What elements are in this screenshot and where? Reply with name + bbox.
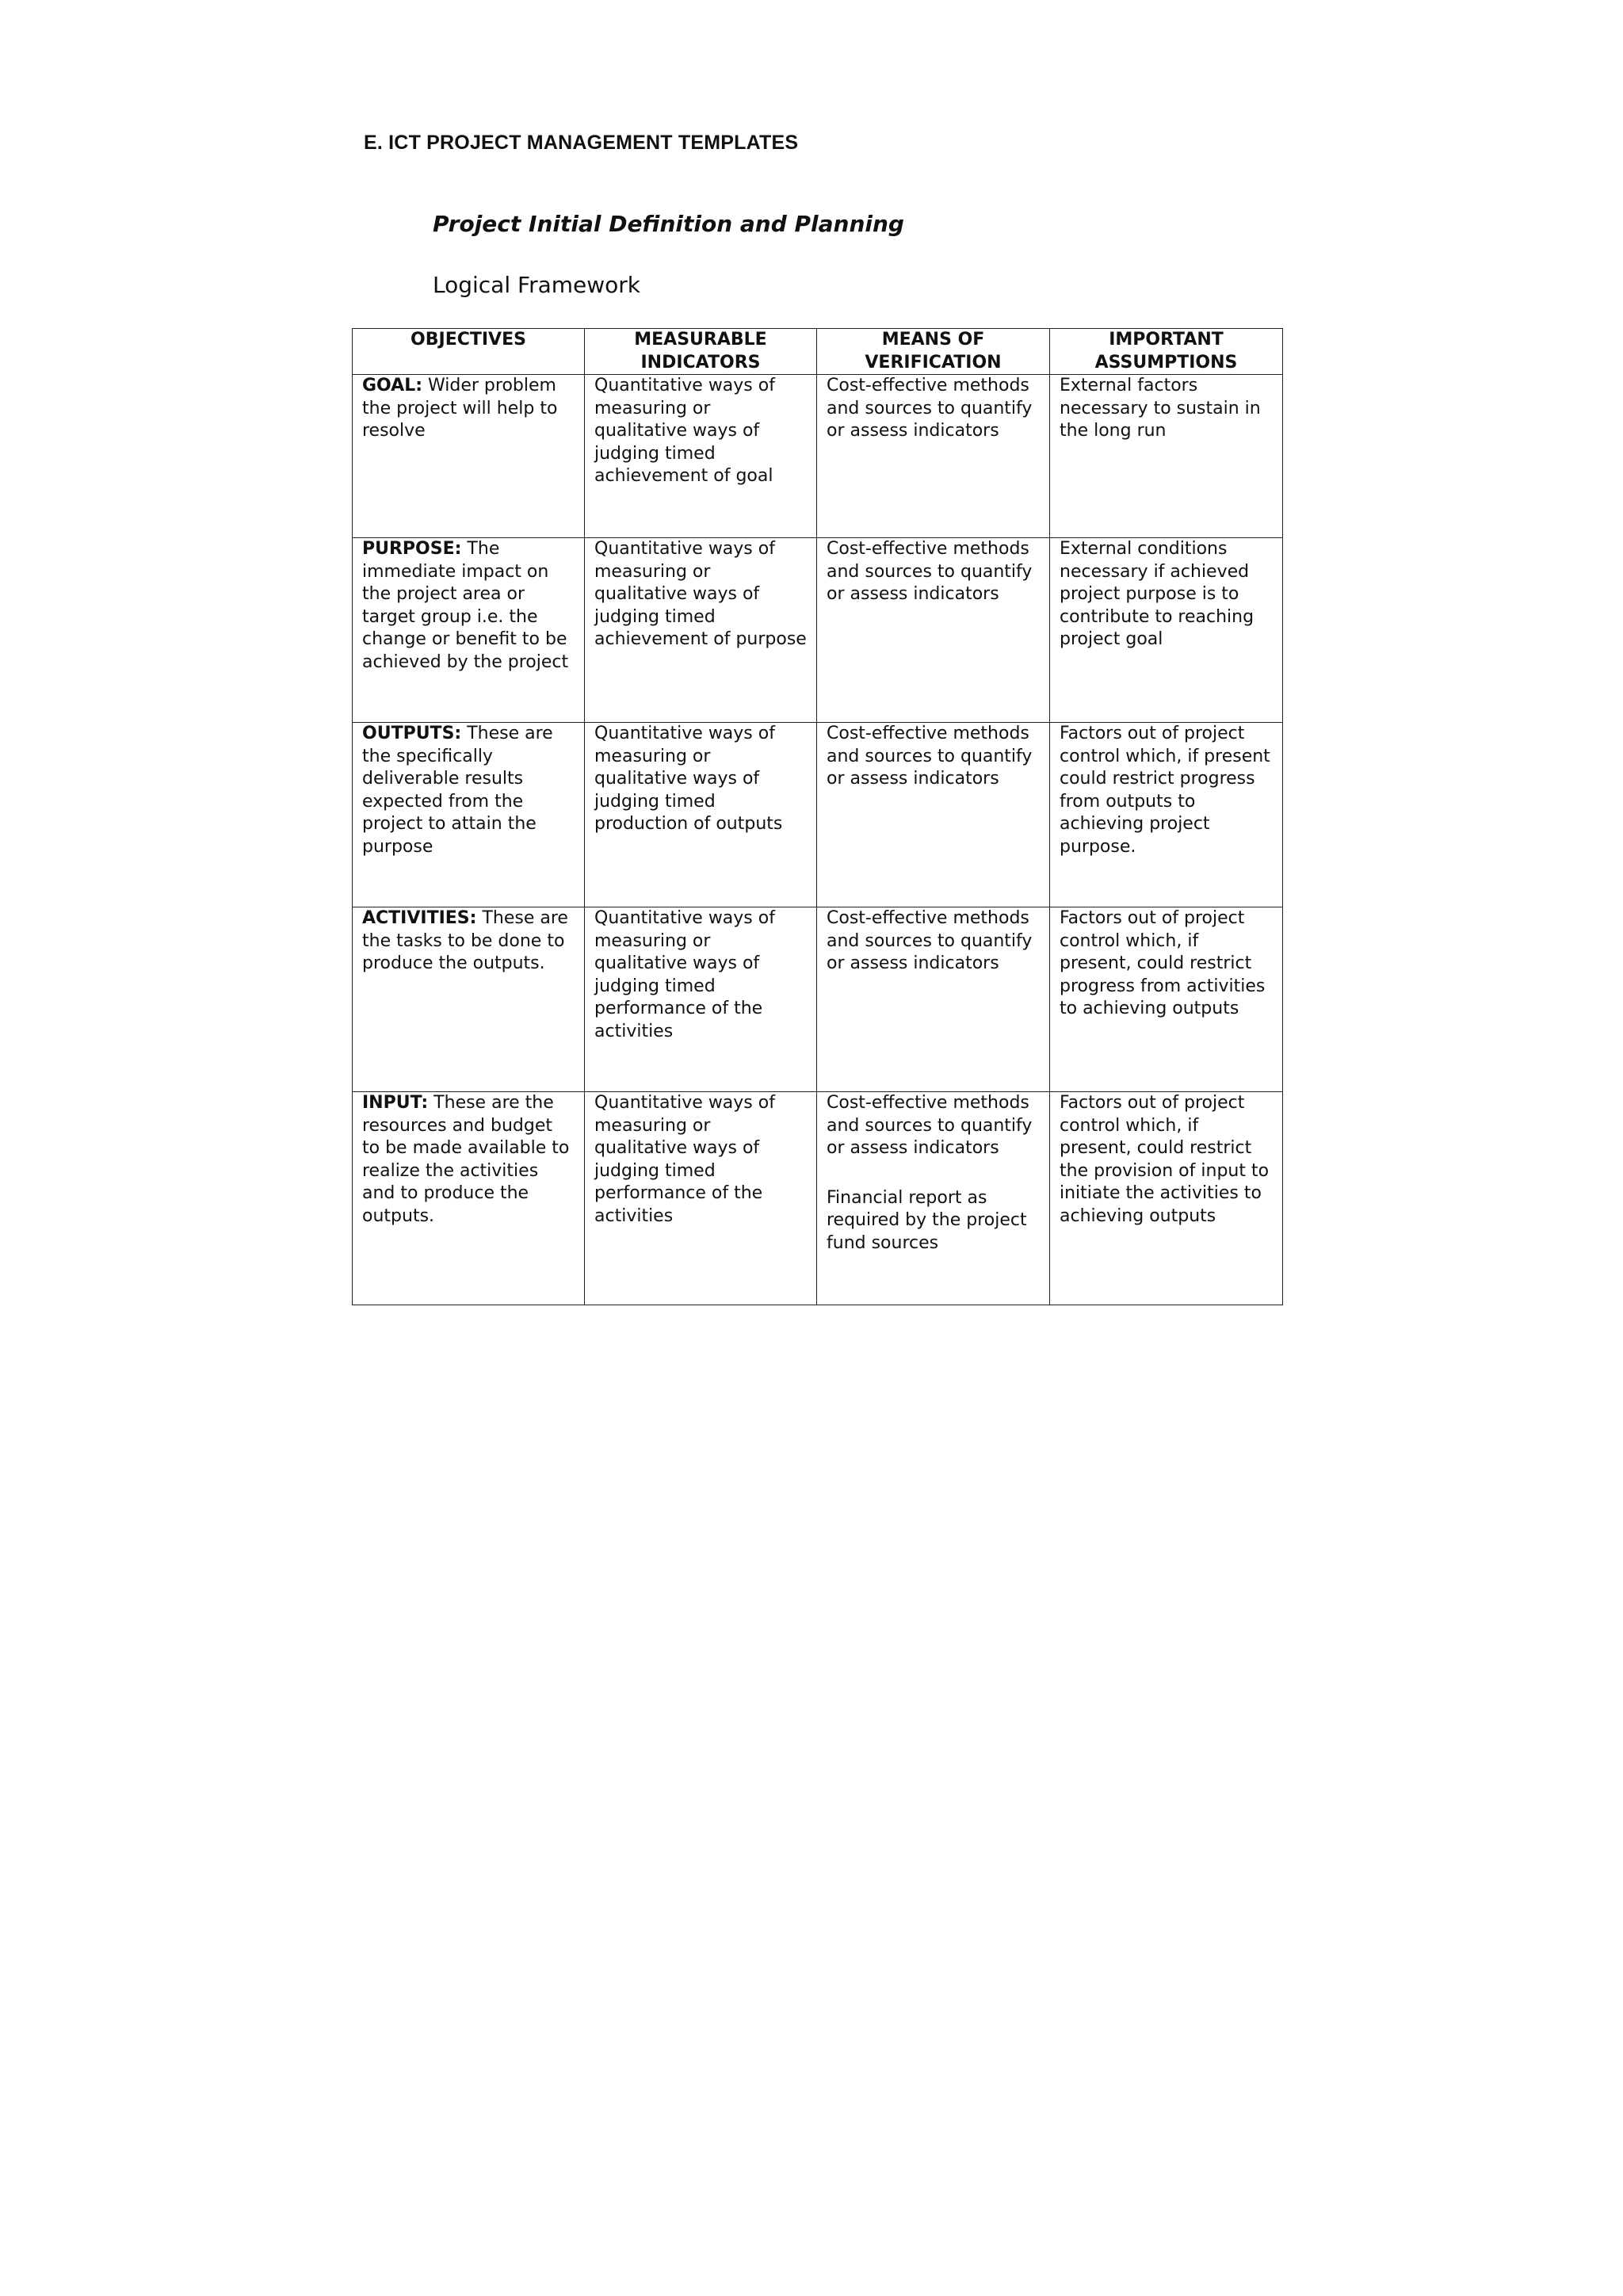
section-heading: E. ICT PROJECT MANAGEMENT TEMPLATES bbox=[364, 132, 799, 154]
table-row-input bbox=[353, 1092, 1283, 1305]
objective-text: Wider problem the project will help to resolve bbox=[362, 376, 558, 441]
indicator-cell: Quantitative ways of measuring or qualitative ways of judging timed performance of the activities bbox=[585, 907, 817, 1092]
header-objectives: OBJECTIVES bbox=[353, 329, 585, 375]
objective-text: These are the specifically deliverable results expected from the project to attain the purpose bbox=[362, 724, 553, 857]
header-means-of-verification: MEANS OF VERIFICATION bbox=[817, 329, 1050, 375]
verification-cell: Cost-effective methods and sources to quantify or assess indicators bbox=[817, 907, 1050, 1092]
objective-cell bbox=[353, 907, 585, 1092]
objective-cell bbox=[353, 538, 585, 723]
assumption-cell: Factors out of project control which, if present could restrict progress from outputs to achieving project purpose. bbox=[1050, 723, 1283, 907]
logical-framework-table bbox=[352, 328, 1283, 1305]
objective-cell bbox=[353, 723, 585, 907]
row-term: ACTIVITIES: bbox=[362, 908, 477, 928]
row-term: OUTPUTS: bbox=[362, 724, 462, 743]
header-measurable-indicators: MEASURABLE INDICATORS bbox=[585, 329, 817, 375]
table-row-purpose bbox=[353, 538, 1283, 723]
row-term: INPUT: bbox=[362, 1093, 429, 1113]
objective-text: These are the resources and budget to be made available to realize the activities and to produce the outputs. bbox=[362, 1093, 570, 1226]
verification-text: Cost-effective methods and sources to quantify or assess indicators bbox=[827, 1093, 1033, 1158]
row-term: PURPOSE: bbox=[362, 539, 462, 559]
framework-label: Logical Framework bbox=[433, 272, 641, 298]
table-header-row bbox=[353, 329, 1283, 375]
verification-cell: Cost-effective methods and sources to quantify or assess indicators bbox=[817, 723, 1050, 907]
verification-cell: Cost-effective methods and sources to quantify or assess indicators bbox=[817, 538, 1050, 723]
objective-text: These are the tasks to be done to produce the outputs. bbox=[362, 908, 568, 973]
header-important-assumptions: IMPORTANT ASSUMPTIONS bbox=[1050, 329, 1283, 375]
indicator-cell: Quantitative ways of measuring or qualitative ways of judging timed performance of the activities bbox=[585, 1092, 817, 1305]
assumption-cell: External conditions necessary if achieved project purpose is to contribute to reaching project goal bbox=[1050, 538, 1283, 723]
objective-cell bbox=[353, 375, 585, 538]
verification-cell: Cost-effective methods and sources to quantify or assess indicators bbox=[817, 375, 1050, 538]
row-term: GOAL: bbox=[362, 376, 423, 395]
table-row-outputs bbox=[353, 723, 1283, 907]
indicator-cell: Quantitative ways of measuring or qualitative ways of judging timed achievement of purpose bbox=[585, 538, 817, 723]
verification-spacer bbox=[827, 1160, 1040, 1187]
objective-cell bbox=[353, 1092, 585, 1305]
indicator-cell: Quantitative ways of measuring or qualitative ways of judging timed production of outputs bbox=[585, 723, 817, 907]
indicator-cell: Quantitative ways of measuring or qualitative ways of judging timed achievement of goal bbox=[585, 375, 817, 538]
assumption-cell: External factors necessary to sustain in the long run bbox=[1050, 375, 1283, 538]
assumption-cell: Factors out of project control which, if present, could restrict progress from activities to achieving outputs bbox=[1050, 907, 1283, 1092]
verification-extra-text: Financial report as required by the project fund sources bbox=[827, 1187, 1027, 1253]
objective-text: The immediate impact on the project area or target group i.e. the change or benefit to be achieved by the project bbox=[362, 539, 569, 672]
table-row-activities bbox=[353, 907, 1283, 1092]
table-row-goal bbox=[353, 375, 1283, 538]
assumption-cell: Factors out of project control which, if present, could restrict the provision of input to initiate the activities to achieving outputs bbox=[1050, 1092, 1283, 1305]
subheading: Project Initial Definition and Planning bbox=[433, 211, 904, 237]
verification-cell bbox=[817, 1092, 1050, 1305]
